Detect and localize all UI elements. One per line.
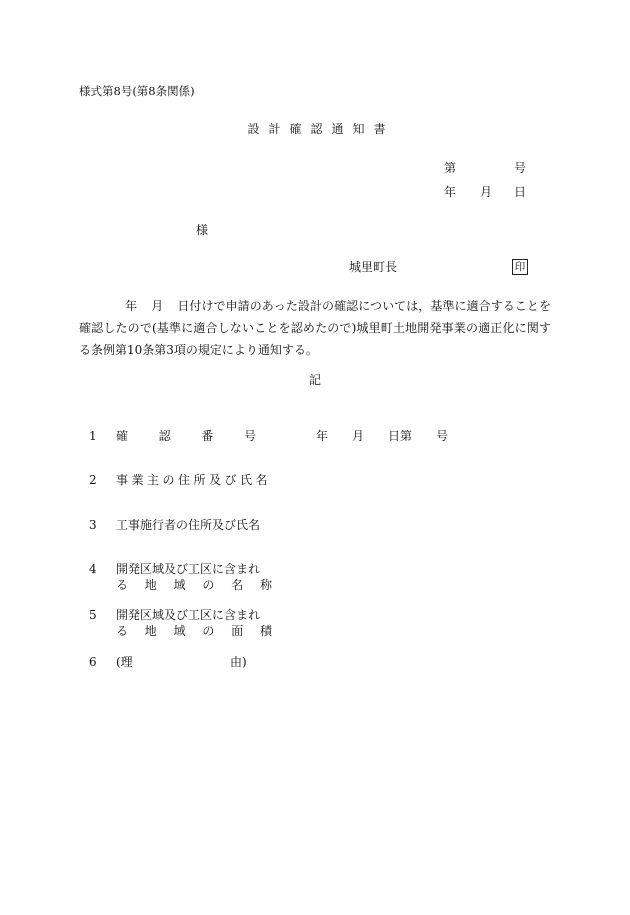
date-month-label: 月 [480,185,493,199]
item-label-area-name-line2: る 地 域 の 名 称 [116,578,272,592]
item-number: 5 [89,608,97,622]
body-year-label: 年 [125,299,138,313]
date-year-label: 年 [444,185,457,199]
ki-heading: 記 [308,373,321,387]
item-label-reason-open: (理 [116,655,133,669]
item-number: 2 [89,473,97,487]
item-label-confirmation-number: 確 認 番 号 [116,429,256,443]
item-label-area-size-line2: る 地 域 の 面 積 [116,624,272,638]
item-label-reason-close: 由) [230,655,247,669]
seal-mark: 印 [512,259,528,275]
addressee-honorific: 様 [196,223,209,237]
form-number: 様式第8号(第8条関係) [79,84,195,98]
item-label-area-name-line1: 開発区域及び工区に含まれ [116,562,261,576]
item-number: 3 [89,518,97,532]
number-prefix: 第 [444,161,457,175]
item-number: 4 [89,562,97,576]
notification-body [79,295,551,361]
item-number: 1 [89,429,97,443]
issuer-name: 城里町長 [349,260,398,274]
item-label-area-size-line1: 開発区域及び工区に含まれ [116,608,261,622]
item-value-confirmation-date: 年 月 日第 号 [316,429,449,443]
item-label-owner: 事業主の住所及び氏名 [116,473,272,487]
item-label-contractor: 工事施行者の住所及び氏名 [116,518,261,532]
document-title: 設計確認通知書 [247,122,395,136]
number-suffix: 号 [514,161,527,175]
item-number: 6 [89,655,97,669]
date-day-label: 日 [514,185,527,199]
body-month-label: 月 [151,299,164,313]
body-text: 日付けで申請のあった設計の確認については，基準に適合することを確認したので(基準に適合しないことを認めたので)城里町土地開発事業の適正化に関する条例第10条第3項の規定により通知する。 [79,299,551,357]
